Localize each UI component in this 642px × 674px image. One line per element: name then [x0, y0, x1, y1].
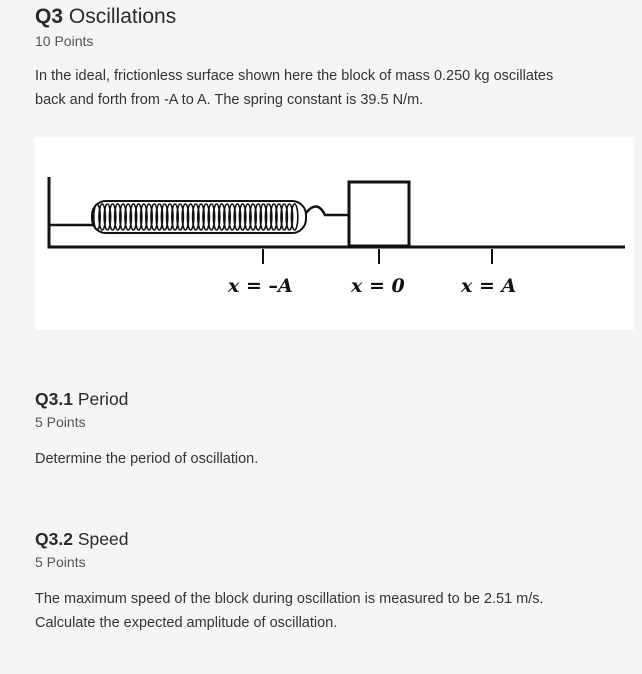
- question-points: 10 Points: [35, 33, 94, 49]
- spring-coil: [94, 204, 298, 230]
- label-x-minus-a: x = –A: [228, 275, 293, 297]
- question-prompt: [35, 64, 625, 112]
- part-2-text-line-2: Calculate the expected amplitude of oscillation.: [35, 615, 338, 631]
- mass-block: [349, 182, 409, 246]
- question-number: Q3: [35, 5, 64, 28]
- part-1-points: 5 Points: [35, 414, 86, 430]
- spring-hook: [306, 206, 349, 215]
- part-2-points: 5 Points: [35, 554, 86, 570]
- label-x-zero: x = 0: [351, 275, 405, 297]
- part-2-text: [35, 587, 625, 635]
- part-2-text-line-1: The maximum speed of the block during oscillation is measured to be 2.51 m/s.: [35, 591, 544, 607]
- part-2-title-text: Speed: [77, 529, 129, 549]
- question-title-text: Oscillations: [68, 5, 177, 28]
- part-1-number: Q3.1: [35, 389, 73, 409]
- label-x-plus-a: x = A: [461, 275, 517, 297]
- spring-mass-figure: [35, 137, 634, 330]
- question-title: [35, 5, 176, 29]
- question-prompt-line-1: In the ideal, frictionless surface shown here the block of mass 0.250 kg oscillates: [35, 68, 554, 84]
- spring-mass-diagram: [35, 137, 634, 330]
- part-1-title: [35, 389, 128, 410]
- part-2-number: Q3.2: [35, 529, 73, 549]
- question-prompt-line-2: back and forth from -A to A. The spring constant is 39.5 N/m.: [35, 92, 424, 108]
- part-1-title-text: Period: [77, 389, 129, 409]
- part-2-title: [35, 529, 128, 550]
- part-1-text: [35, 447, 625, 471]
- part-1-text-line-1: Determine the period of oscillation.: [35, 451, 259, 467]
